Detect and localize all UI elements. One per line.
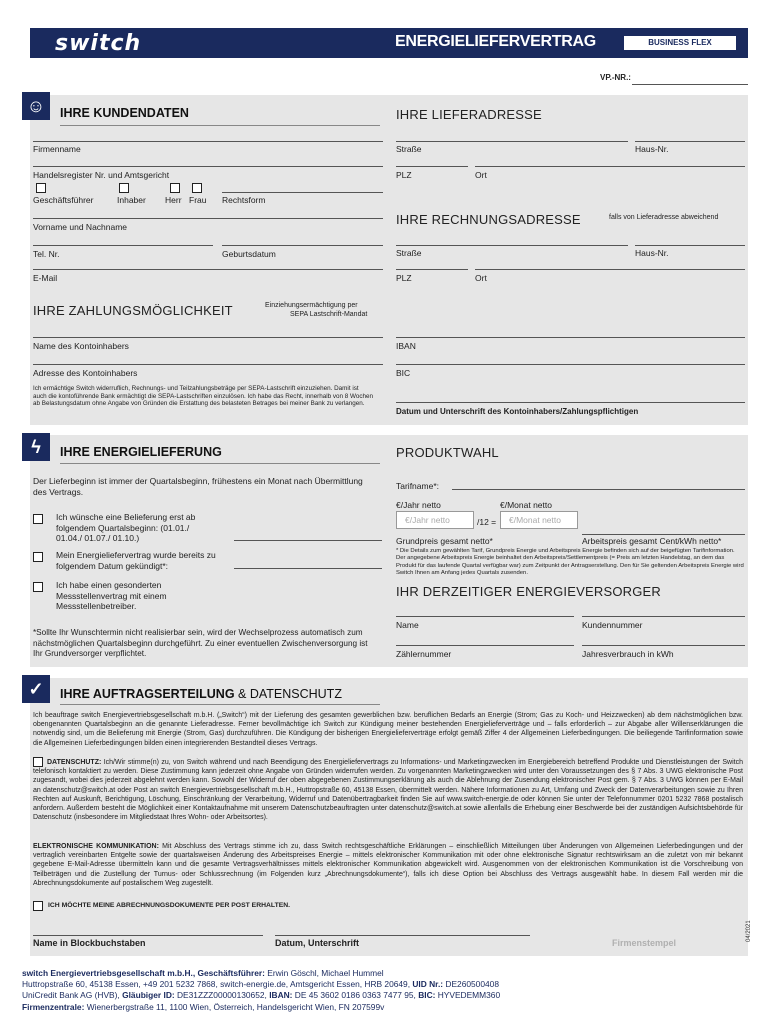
billing-note: falls von Lieferadresse abweichend bbox=[609, 214, 719, 221]
firm-field[interactable] bbox=[33, 141, 383, 142]
jahr-input[interactable]: €/Jahr netto bbox=[396, 511, 474, 529]
checkbox-herr[interactable] bbox=[170, 183, 180, 193]
supplier-customer-field[interactable] bbox=[582, 616, 745, 617]
footer-central: Wienerbergstraße 11, 1100 Wien, Österreich, Handelsgericht Wien, FN 207599v bbox=[84, 1001, 385, 1012]
option-quartal: Ich wünsche eine Belieferung erst ab folgendem Quartalsbeginn: (01.01./ 01.04./ 01.07./ 01.10.) bbox=[56, 512, 196, 543]
document-title: ENERGIELIEFERVERTRAG bbox=[395, 33, 596, 50]
checkbox-kuendigung[interactable] bbox=[33, 552, 43, 562]
brand-logo: switch bbox=[55, 31, 142, 56]
ecomm-paragraph bbox=[33, 842, 743, 888]
delivery-plz-label: PLZ bbox=[396, 170, 412, 180]
delivery-ort-label: Ort bbox=[475, 170, 487, 180]
arbeitspreis-field[interactable] bbox=[582, 534, 745, 535]
grundpreis-label: Grundpreis gesamt netto* bbox=[396, 536, 493, 546]
checkbox-geschaeftsfuehrer[interactable] bbox=[36, 183, 46, 193]
tel-label: Tel. Nr. bbox=[33, 249, 60, 259]
supplier-name-field[interactable] bbox=[396, 616, 574, 617]
billing-street-label: Straße bbox=[396, 248, 422, 258]
jahr-label: €/Jahr netto bbox=[396, 500, 441, 510]
name-label: Vorname und Nachname bbox=[33, 222, 128, 232]
vp-label: VP.-NR.: bbox=[600, 73, 631, 82]
checkbox-inhaber[interactable] bbox=[119, 183, 129, 193]
ecomm-label: ELEKTRONISCHE KOMMUNIKATION: bbox=[33, 843, 159, 850]
order-paragraph: Ich beauftrage switch Energievertriebsgesellschaft m.b.H. („Switch“) mit der Lieferung des gesamten gewerblichen bzw. beruflichen Bedarfs an Energie (Strom; Gas zu Koch- und Heizzwecken) ab dem nächstmöglichen bzw. obengenannten Quartalsbeginn an die genannte Lieferadresse. Ferner bevollmächtige ich Switch zur Kündigung meiner bestehenden Energielieferverträge und – falls erforderlich – zur Abgabe aller Willenserklärungen die notwendig sind, um die Belieferung mit Energie (Strom, Gas) durchzuführen. Die Kündigung der bisherigen Energielieferverträge erfolgt gemäß Ziffer 4 der Allgemeinen Lieferbedingungen. Die beiliegende Tarifinformation sowie die Allgemeinen Lieferbedingungen bilden einen integrierenden Bestandteil dieses Vertrags. bbox=[33, 712, 743, 747]
footer-line-3 bbox=[22, 990, 742, 1001]
company-stamp-label: Firmenstempel bbox=[612, 938, 677, 948]
delivery-ort-field[interactable] bbox=[475, 166, 745, 167]
sepa-mandate-text: Ich ermächtige Switch widerruflich, Rechnungs- und Teilzahlungsbeträge per SEPA-Lastschrift einzuziehen. Damit ist auch die kontoführende Bank ermächtigt die SEPA-Lastschriften einzulösen. Ich habe das Recht, innerhalb von 8 Wochen ab Belastungsdatum ohne Angabe von Gründen die Erstattung des belasteten Betrages bei meiner Bank zu verlangen. bbox=[33, 385, 374, 408]
bic-label: BIC bbox=[396, 368, 411, 378]
signature-field[interactable] bbox=[275, 935, 530, 936]
tariff-badge: BUSINESS FLEX bbox=[624, 36, 736, 50]
monat-label: €/Monat netto bbox=[500, 500, 552, 510]
holder-address-field[interactable] bbox=[33, 364, 383, 365]
billing-street-field[interactable] bbox=[396, 245, 628, 246]
payment-heading: IHRE ZAHLUNGSMÖGLICHKEIT bbox=[33, 303, 233, 318]
ecomm-text: Mit Abschluss des Vertrags stimme ich zu, dass Switch rechtsgeschäftliche Erklärungen – einschließlich Mitteilungen über Änderungen von Allgemeinen Lieferbedingungen und der vertraglich vereinbarten Entgelte sowie der quartalsweisen Änderung des Arbeitspreises Energie – mittels elektronischer Kommunikation mit oder ohne elektronische Signatur rechtswirksam an die zuletzt von mir bekannt gegebene E-Mail-Adresse übermitteln kann und die gesamte Vertragsverhältnisses mittels elektronischer Kommunikation abgewickelt wird. Ausgenommen von der elektronischen Kommunikation ist die Vorschreibung von Teilbeträgen und die Zustellung der Turnus- oder Schlussrechnung (im Folgenden kurz „Abrechnungsdokumente“), falls ich diese Option bei Abschluss des Vertrags ausgewählt habe. In diesem Fall werden mir die Abrechnungsdokumente auf postalischem Weg zugestellt. bbox=[33, 843, 744, 887]
order-heading-bold: IHRE AUFTRAGSERTEILUNG bbox=[60, 687, 235, 701]
signature-label: Datum, Unterschrift bbox=[275, 938, 360, 948]
footer-uid: DE260500408 bbox=[443, 979, 499, 990]
role-frau: Frau bbox=[189, 195, 207, 205]
version-label: 04/2021 bbox=[746, 920, 752, 942]
privacy-paragraph bbox=[33, 758, 743, 822]
footer-line-1 bbox=[22, 968, 742, 979]
billing-plz-field[interactable] bbox=[396, 269, 468, 270]
meter-label: Zählernummer bbox=[396, 649, 452, 659]
billing-house-field[interactable] bbox=[635, 245, 745, 246]
footer-glaeubiger: DE31ZZZ00000130652, bbox=[174, 990, 270, 1001]
tel-field[interactable] bbox=[33, 245, 213, 246]
supplier-name-label: Name bbox=[396, 620, 419, 630]
supplier-customer-label: Kundennummer bbox=[582, 620, 643, 630]
delivery-street-label: Straße bbox=[396, 144, 422, 154]
vp-field[interactable] bbox=[632, 84, 748, 85]
checkbox-post[interactable] bbox=[33, 901, 43, 911]
holder-address-label: Adresse des Kontoinhabers bbox=[33, 368, 138, 378]
sepa-line1: Einziehungsermächtigung per bbox=[265, 302, 358, 309]
holder-label: Name des Kontoinhabers bbox=[33, 341, 129, 351]
footer-line-4 bbox=[22, 1002, 742, 1013]
billing-heading: IHRE RECHNUNGSADRESSE bbox=[396, 212, 581, 227]
footer-bic-label: BIC: bbox=[418, 990, 436, 1001]
rechtsform-label: Rechtsform bbox=[222, 195, 266, 205]
footer-bic: HYVEDEMM360 bbox=[435, 990, 501, 1001]
customer-heading: IHRE KUNDENDATEN bbox=[60, 106, 189, 120]
footer-company: switch Energievertriebsgesellschaft m.b.H. bbox=[22, 968, 193, 978]
footer-uid-label: UID Nr.: bbox=[412, 979, 444, 990]
footer-address: Huttropstraße 60, 45138 Essen, +49 201 5232 7868, switch-energie.de, Amtsgericht Essen, HRB 20649, bbox=[22, 979, 413, 990]
lightning-icon: ϟ bbox=[22, 433, 50, 461]
energy-footnote: *Sollte Ihr Wunschtermin nicht realisierbar sein, wird der Wechselprozess automatisch zum nächstmöglichen Quartalsbeginn durchgeführt. Zu einer eventuellen Zwischenversorgung ist Ihr Grundversorger verpflichtet. bbox=[33, 628, 368, 658]
privacy-label: DATENSCHUTZ: bbox=[47, 759, 102, 766]
delivery-house-field[interactable] bbox=[635, 141, 745, 142]
delivery-plz-field[interactable] bbox=[396, 166, 468, 167]
arbeitspreis-label: Arbeitspreis gesamt Cent/kWh netto* bbox=[582, 536, 722, 546]
firm-label: Firmenname bbox=[33, 144, 81, 154]
option-kuendigung: Mein Energieliefervertrag wurde bereits zu folgendem Datum gekündigt*: bbox=[56, 550, 216, 571]
footer-bank: UniCredit Bank AG (HVB), bbox=[22, 990, 123, 1001]
tarif-label: Tarifname*: bbox=[396, 481, 439, 491]
tarif-field[interactable] bbox=[452, 489, 745, 490]
order-heading bbox=[60, 687, 342, 701]
order-heading-rest: & DATENSCHUTZ bbox=[234, 687, 342, 701]
meter-field[interactable] bbox=[396, 645, 574, 646]
bic-field[interactable] bbox=[396, 364, 745, 365]
footer-iban: DE 45 3602 0186 0363 7477 95, bbox=[292, 990, 419, 1001]
email-field[interactable] bbox=[33, 269, 383, 270]
checkmark-icon: ✓ bbox=[22, 675, 50, 703]
privacy-text: Ich/Wir stimme(n) zu, von Switch während und nach Beendigung des Energieliefervertrags zu Informations- und Marketingzwecken im Energiebereich betreffend Produkte und Dienstleistungen der Switch telefonisch kontaktiert zu werden. Diese Zustimmung kann jederzeit ohne Angabe von Gründen widerrufen werden. Zu vorgenannten Marketingzwecken wird unter den Voraussetzungen des § 7 Abs. 3 UWG elektronische Post zugesandt, wobei dies jederzeit abgelehnt werden kann. Sowohl der Widerruf der oben abgegebenen Zustimmungserklärung als auch die Ablehnung der Zusendung elektronischer Post gem. § 7 Abs. 3 UWG können per E-Mail an datenschutz@switch.at oder Post an switch Energievertriebsgesellschaft m.b.H., Huttropstraße 60, 45138 Essen, übermittelt werden. Nähere Informationen zu Art, Umfang und Zweck der Datenverarbeitungen sowie zu Ihren Rechten auf Auskunft, Berichtigung, Löschung, Einschränkung der Verarbeitung, Widerruf und Datenübertragbarkeit finden Sie auf www.switch-energie.de oder können Sie unter der Telefonnummer 0201 5232 7868 postalisch anfordern. Außerdem besteht die Möglichkeit einer Kontaktaufnahme mit unserem Datenschutzbeauftragten unter datenschutz@switch.at sowie allenfalls die Erhebung einer Beschwerde bei der zuständigen Aufsichtsbehörde für Datenschutz (insbesondere im Mitgliedstaat Ihres Wohn- oder Arbeitsortes). bbox=[33, 759, 743, 822]
birth-label: Geburtsdatum bbox=[222, 249, 276, 259]
footer-gf: Erwin Göschl, Michael Hummel bbox=[264, 968, 384, 978]
name-field[interactable] bbox=[33, 218, 383, 219]
consumption-label: Jahresverbrauch in kWh bbox=[582, 649, 674, 659]
monat-input[interactable]: €/Monat netto bbox=[500, 511, 578, 529]
billing-ort-field[interactable] bbox=[475, 269, 745, 270]
consumption-field[interactable] bbox=[582, 645, 745, 646]
kuendigung-field[interactable] bbox=[234, 568, 382, 569]
quartal-field[interactable] bbox=[234, 540, 382, 541]
footer-line-2 bbox=[22, 979, 742, 990]
birth-field[interactable] bbox=[222, 245, 383, 246]
energy-heading: IHRE ENERGIELIEFERUNG bbox=[60, 445, 222, 459]
rechtsform-field[interactable] bbox=[222, 192, 383, 193]
footer-glaeubiger-label: Gläubiger ID: bbox=[122, 990, 175, 1001]
blockname-field[interactable] bbox=[33, 935, 263, 936]
checkbox-frau[interactable] bbox=[192, 183, 202, 193]
role-geschaeftsfuehrer: Geschäftsführer bbox=[33, 195, 94, 205]
billing-house-label: Haus-Nr. bbox=[635, 248, 669, 258]
checkbox-quartal[interactable] bbox=[33, 514, 43, 524]
holder-field[interactable] bbox=[33, 337, 383, 338]
delivery-heading: IHRE LIEFERADRESSE bbox=[396, 107, 542, 122]
email-label: E-Mail bbox=[33, 273, 58, 283]
product-note: * Die Details zum gewählten Tarif, Grundpreis Energie und Arbeitspreis Energie befinden sich auf der beigefügten Tarifinformation. Der angegebene Arbeitspreis Energie beinhaltet den Arbeitspreis/Settlementpreis (= Preis am letzten Handelstag, an dem das Produkt für das laufende Quartal verfügbar war) zum Zeitpunkt der Antragserstellung. Den für Sie geltenden Arbeitspreis Energie wird Switch Ihnen am Anfang jedes Quartals zusenden. bbox=[396, 548, 744, 576]
checkbox-messstelle[interactable] bbox=[33, 582, 43, 592]
account-signature-field[interactable] bbox=[396, 402, 745, 403]
supplier-heading: IHR DERZEITIGER ENERGIEVERSORGER bbox=[396, 584, 661, 599]
sepa-line2: SEPA Lastschrift-Mandat bbox=[290, 311, 368, 318]
register-field[interactable] bbox=[33, 166, 383, 167]
role-herr: Herr bbox=[165, 195, 182, 205]
footer bbox=[22, 968, 742, 1013]
footer-iban-label: IBAN: bbox=[269, 990, 293, 1001]
footer-central-label: Firmenzentrale: bbox=[22, 1001, 85, 1012]
iban-field[interactable] bbox=[396, 337, 745, 338]
delivery-house-label: Haus-Nr. bbox=[635, 144, 669, 154]
footer-gf-label: , Geschäftsführer: bbox=[192, 968, 265, 978]
billing-plz-label: PLZ bbox=[396, 273, 412, 283]
role-inhaber: Inhaber bbox=[117, 195, 146, 205]
account-signature-label: Datum und Unterschrift des Kontoinhabers/Zahlungspflichtigen bbox=[396, 407, 639, 416]
iban-label: IBAN bbox=[396, 341, 416, 351]
register-label: Handelsregister Nr. und Amtsgericht bbox=[33, 170, 170, 180]
energy-intro: Der Lieferbeginn ist immer der Quartalsbeginn, frühestens ein Monat nach Übermittlung des Vertrags. bbox=[33, 476, 363, 497]
divide-label: /12 = bbox=[477, 517, 497, 527]
product-heading: PRODUKTWAHL bbox=[396, 445, 499, 460]
billing-ort-label: Ort bbox=[475, 273, 487, 283]
post-checkbox-label: ICH MÖCHTE MEINE ABRECHNUNGSDOKUMENTE PER POST ERHALTEN. bbox=[48, 902, 291, 909]
option-messstelle: Ich habe einen gesonderten Messstellenvertrag mit einem Messstellenbetreiber. bbox=[56, 580, 167, 611]
blockname-label: Name in Blockbuchstaben bbox=[33, 938, 146, 948]
smiley-icon: ☺ bbox=[22, 92, 50, 120]
delivery-street-field[interactable] bbox=[396, 141, 628, 142]
